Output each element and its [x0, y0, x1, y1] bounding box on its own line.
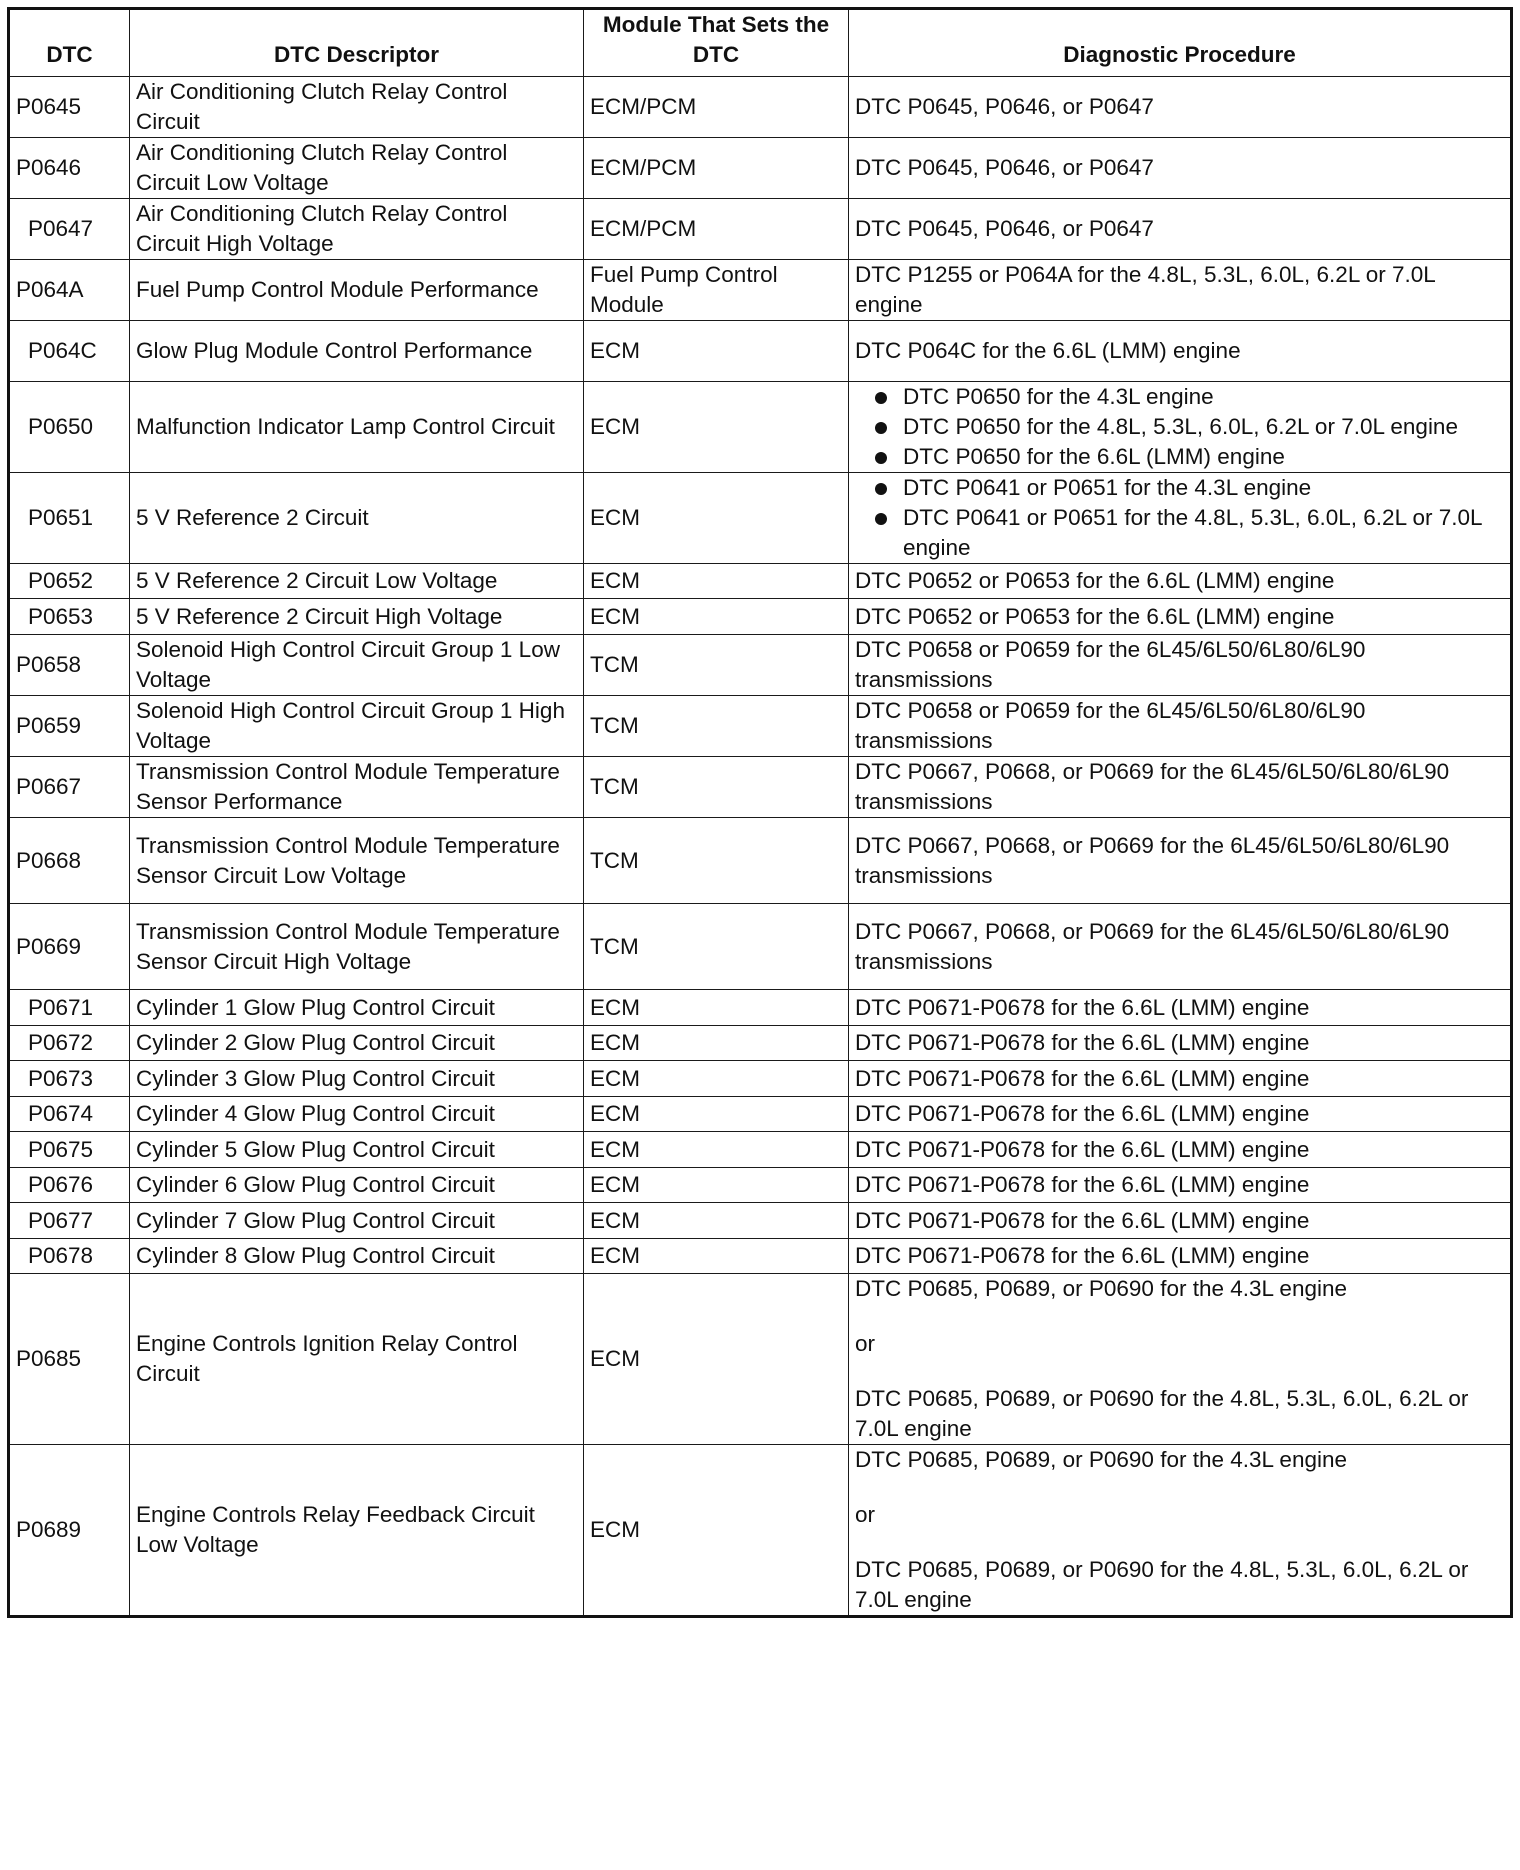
dtc-descriptor-cell: Cylinder 1 Glow Plug Control Circuit — [130, 990, 584, 1026]
diagnostic-procedure-cell — [849, 818, 1512, 904]
procedure-text: DTC P0652 or P0653 for the 6.6L (LMM) engine — [855, 603, 1335, 629]
table-row — [9, 635, 1512, 696]
dtc-descriptor-cell: Cylinder 8 Glow Plug Control Circuit — [130, 1239, 584, 1274]
dtc-descriptor-cell: Air Conditioning Clutch Relay Control Circuit Low Voltage — [130, 138, 584, 199]
dtc-code-cell: P0659 — [9, 696, 130, 757]
dtc-code-cell: P0651 — [9, 473, 130, 564]
diagnostic-procedure-cell — [849, 635, 1512, 696]
dtc-descriptor-cell: Malfunction Indicator Lamp Control Circuit — [130, 382, 584, 473]
paragraph-gap — [855, 1475, 1504, 1500]
dtc-descriptor-cell: Transmission Control Module Temperature Sensor Performance — [130, 757, 584, 818]
paragraph-gap — [855, 1359, 1504, 1384]
procedure-paragraph: or — [855, 1331, 876, 1356]
diagnostic-procedure-cell — [849, 1274, 1512, 1445]
table-row — [9, 1239, 1512, 1274]
dtc-descriptor-cell: Air Conditioning Clutch Relay Control Circuit — [130, 77, 584, 138]
procedure-text: DTC P1255 or P064A for the 4.8L, 5.3L, 6.0L, 6.2L or 7.0L engine — [855, 262, 1435, 317]
table-row — [9, 1203, 1512, 1239]
dtc-descriptor-cell: Air Conditioning Clutch Relay Control Circuit High Voltage — [130, 199, 584, 260]
procedure-text: DTC P0671-P0678 for the 6.6L (LMM) engine — [855, 1136, 1310, 1162]
diagnostic-procedure-cell — [849, 1132, 1512, 1168]
module-cell: TCM — [584, 696, 849, 757]
table-row — [9, 382, 1512, 473]
module-cell: ECM/PCM — [584, 138, 849, 199]
dtc-descriptor-cell: Solenoid High Control Circuit Group 1 High Voltage — [130, 696, 584, 757]
procedure-text: DTC P0652 or P0653 for the 6.6L (LMM) engine — [855, 568, 1335, 593]
diagnostic-procedure-cell — [849, 1097, 1512, 1132]
procedure-text: DTC P0645, P0646, or P0647 — [855, 216, 1154, 241]
table-row — [9, 1097, 1512, 1132]
procedure-bullet-item: DTC P0641 or P0651 for the 4.8L, 5.3L, 6.0L, 6.2L or 7.0L engine — [855, 503, 1504, 563]
table-row — [9, 199, 1512, 260]
dtc-code-cell: P0673 — [9, 1061, 130, 1097]
header-module: Module That Sets the DTC — [584, 9, 849, 77]
procedure-bullet-item: DTC P0650 for the 6.6L (LMM) engine — [855, 442, 1504, 472]
table-row — [9, 990, 1512, 1026]
dtc-descriptor-cell: 5 V Reference 2 Circuit — [130, 473, 584, 564]
module-cell: ECM — [584, 382, 849, 473]
module-cell: ECM — [584, 1132, 849, 1168]
module-cell: ECM — [584, 990, 849, 1026]
procedure-bullet-item: DTC P0650 for the 4.3L engine — [855, 382, 1504, 412]
table-row — [9, 696, 1512, 757]
dtc-descriptor-cell: Transmission Control Module Temperature Sensor Circuit High Voltage — [130, 904, 584, 990]
module-cell: ECM — [584, 599, 849, 635]
dtc-code-cell: P0653 — [9, 599, 130, 635]
header-procedure: Diagnostic Procedure — [849, 9, 1512, 77]
diagnostic-procedure-cell — [849, 1203, 1512, 1239]
dtc-code-cell: P0646 — [9, 138, 130, 199]
table-row — [9, 904, 1512, 990]
procedure-text: DTC P0667, P0668, or P0669 for the 6L45/6L50/6L80/6L90 transmissions — [855, 759, 1450, 814]
diagnostic-procedure-cell — [849, 382, 1512, 473]
procedure-bullet-item: DTC P0641 or P0651 for the 4.3L engine — [855, 473, 1504, 503]
diagnostic-procedure-cell — [849, 1445, 1512, 1617]
module-cell: ECM — [584, 1203, 849, 1239]
diagnostic-procedure-cell — [849, 321, 1512, 382]
module-cell: ECM/PCM — [584, 199, 849, 260]
dtc-descriptor-cell: 5 V Reference 2 Circuit High Voltage — [130, 599, 584, 635]
procedure-text: DTC P064C for the 6.6L (LMM) engine — [855, 338, 1241, 363]
procedure-bullet-item: DTC P0650 for the 4.8L, 5.3L, 6.0L, 6.2L or 7.0L engine — [855, 412, 1504, 442]
dtc-code-cell: P0685 — [9, 1274, 130, 1445]
dtc-descriptor-cell: Cylinder 7 Glow Plug Control Circuit — [130, 1203, 584, 1239]
module-cell: ECM — [584, 473, 849, 564]
table-row — [9, 1132, 1512, 1168]
diagnostic-procedure-cell — [849, 473, 1512, 564]
diagnostic-procedure-cell — [849, 77, 1512, 138]
header-row — [9, 9, 1512, 77]
procedure-text: DTC P0645, P0646, or P0647 — [855, 94, 1154, 119]
dtc-code-cell: P0674 — [9, 1097, 130, 1132]
dtc-descriptor-cell: Transmission Control Module Temperature Sensor Circuit Low Voltage — [130, 818, 584, 904]
module-cell: ECM — [584, 1026, 849, 1061]
table-row — [9, 473, 1512, 564]
diagnostic-procedure-cell — [849, 1026, 1512, 1061]
procedure-text: DTC P0658 or P0659 for the 6L45/6L50/6L80/6L90 transmissions — [855, 637, 1366, 692]
dtc-code-cell: P0645 — [9, 77, 130, 138]
diagnostic-procedure-cell — [849, 1168, 1512, 1203]
dtc-descriptor-cell: Fuel Pump Control Module Performance — [130, 260, 584, 321]
table-row — [9, 564, 1512, 599]
module-cell: TCM — [584, 904, 849, 990]
dtc-code-cell: P0652 — [9, 564, 130, 599]
procedure-text: DTC P0658 or P0659 for the 6L45/6L50/6L80/6L90 transmissions — [855, 698, 1366, 753]
procedure-text: DTC P0671-P0678 for the 6.6L (LMM) engine — [855, 1243, 1310, 1268]
table-row — [9, 1061, 1512, 1097]
procedure-text: DTC P0671-P0678 for the 6.6L (LMM) engine — [855, 1172, 1310, 1197]
table-row — [9, 138, 1512, 199]
dtc-code-cell: P0675 — [9, 1132, 130, 1168]
module-cell: TCM — [584, 818, 849, 904]
table-row — [9, 1445, 1512, 1617]
module-cell: ECM — [584, 1445, 849, 1617]
table-row — [9, 1274, 1512, 1445]
procedure-text: DTC P0671-P0678 for the 6.6L (LMM) engine — [855, 1207, 1310, 1233]
procedure-text: DTC P0671-P0678 for the 6.6L (LMM) engine — [855, 1065, 1310, 1091]
dtc-descriptor-cell: Engine Controls Relay Feedback Circuit Low Voltage — [130, 1445, 584, 1617]
dtc-code-cell: P0678 — [9, 1239, 130, 1274]
table-row — [9, 818, 1512, 904]
module-cell: ECM/PCM — [584, 77, 849, 138]
diagnostic-procedure-cell — [849, 757, 1512, 818]
table-row — [9, 599, 1512, 635]
dtc-table — [7, 7, 1513, 1618]
dtc-descriptor-cell: Cylinder 6 Glow Plug Control Circuit — [130, 1168, 584, 1203]
procedure-bullet-list — [855, 473, 1504, 563]
dtc-descriptor-cell: 5 V Reference 2 Circuit Low Voltage — [130, 564, 584, 599]
procedure-paragraph: or — [855, 1502, 876, 1527]
table-row — [9, 321, 1512, 382]
module-cell: ECM — [584, 1168, 849, 1203]
dtc-code-cell: P0677 — [9, 1203, 130, 1239]
table-row — [9, 1026, 1512, 1061]
dtc-descriptor-cell: Engine Controls Ignition Relay Control Circuit — [130, 1274, 584, 1445]
dtc-code-cell: P0689 — [9, 1445, 130, 1617]
diagnostic-procedure-cell — [849, 904, 1512, 990]
dtc-code-cell: P0658 — [9, 635, 130, 696]
procedure-text: DTC P0671-P0678 for the 6.6L (LMM) engine — [855, 1030, 1310, 1055]
diagnostic-procedure-cell — [849, 1239, 1512, 1274]
table-row — [9, 77, 1512, 138]
table-row — [9, 757, 1512, 818]
module-cell: TCM — [584, 757, 849, 818]
diagnostic-procedure-cell — [849, 564, 1512, 599]
diagnostic-procedure-cell — [849, 990, 1512, 1026]
table-row — [9, 260, 1512, 321]
diagnostic-procedure-cell — [849, 138, 1512, 199]
dtc-code-cell: P0676 — [9, 1168, 130, 1203]
diagnostic-procedure-cell — [849, 1061, 1512, 1097]
header-descriptor: DTC Descriptor — [130, 9, 584, 77]
dtc-descriptor-cell: Cylinder 3 Glow Plug Control Circuit — [130, 1061, 584, 1097]
procedure-paragraph: DTC P0685, P0689, or P0690 for the 4.8L, 5.3L, 6.0L, 6.2L or 7.0L engine — [855, 1386, 1469, 1441]
procedure-text: DTC P0667, P0668, or P0669 for the 6L45/6L50/6L80/6L90 transmissions — [855, 918, 1450, 974]
dtc-descriptor-cell: Cylinder 2 Glow Plug Control Circuit — [130, 1026, 584, 1061]
procedure-paragraph: DTC P0685, P0689, or P0690 for the 4.3L engine — [855, 1276, 1348, 1301]
diagnostic-procedure-cell — [849, 199, 1512, 260]
dtc-descriptor-cell: Cylinder 5 Glow Plug Control Circuit — [130, 1132, 584, 1168]
procedure-paragraph: DTC P0685, P0689, or P0690 for the 4.3L engine — [855, 1447, 1348, 1472]
module-cell: ECM — [584, 564, 849, 599]
diagnostic-procedure-cell — [849, 260, 1512, 321]
diagnostic-procedure-cell — [849, 696, 1512, 757]
dtc-code-cell: P064C — [9, 321, 130, 382]
module-cell: TCM — [584, 635, 849, 696]
diagnostic-procedure-cell — [849, 599, 1512, 635]
dtc-code-cell: P064A — [9, 260, 130, 321]
dtc-code-cell: P0668 — [9, 818, 130, 904]
procedure-text: DTC P0671-P0678 for the 6.6L (LMM) engine — [855, 1101, 1310, 1126]
procedure-text: DTC P0667, P0668, or P0669 for the 6L45/6L50/6L80/6L90 transmissions — [855, 832, 1450, 888]
dtc-descriptor-cell: Cylinder 4 Glow Plug Control Circuit — [130, 1097, 584, 1132]
dtc-code-cell: P0672 — [9, 1026, 130, 1061]
procedure-text: DTC P0645, P0646, or P0647 — [855, 155, 1154, 180]
module-cell: ECM — [584, 1274, 849, 1445]
module-cell: ECM — [584, 321, 849, 382]
module-cell: ECM — [584, 1061, 849, 1097]
procedure-text: DTC P0671-P0678 for the 6.6L (LMM) engine — [855, 994, 1310, 1020]
dtc-descriptor-cell: Glow Plug Module Control Performance — [130, 321, 584, 382]
paragraph-gap — [855, 1304, 1504, 1329]
procedure-paragraph: DTC P0685, P0689, or P0690 for the 4.8L, 5.3L, 6.0L, 6.2L or 7.0L engine — [855, 1557, 1469, 1612]
header-dtc: DTC — [9, 9, 130, 77]
table-row — [9, 1168, 1512, 1203]
module-cell: ECM — [584, 1239, 849, 1274]
dtc-code-cell: P0667 — [9, 757, 130, 818]
dtc-code-cell: P0647 — [9, 199, 130, 260]
table-body — [9, 77, 1512, 1617]
dtc-code-cell: P0669 — [9, 904, 130, 990]
dtc-descriptor-cell: Solenoid High Control Circuit Group 1 Low Voltage — [130, 635, 584, 696]
dtc-code-cell: P0650 — [9, 382, 130, 473]
module-cell: Fuel Pump Control Module — [584, 260, 849, 321]
procedure-bullet-list — [855, 382, 1504, 472]
paragraph-gap — [855, 1530, 1504, 1555]
dtc-code-cell: P0671 — [9, 990, 130, 1026]
module-cell: ECM — [584, 1097, 849, 1132]
